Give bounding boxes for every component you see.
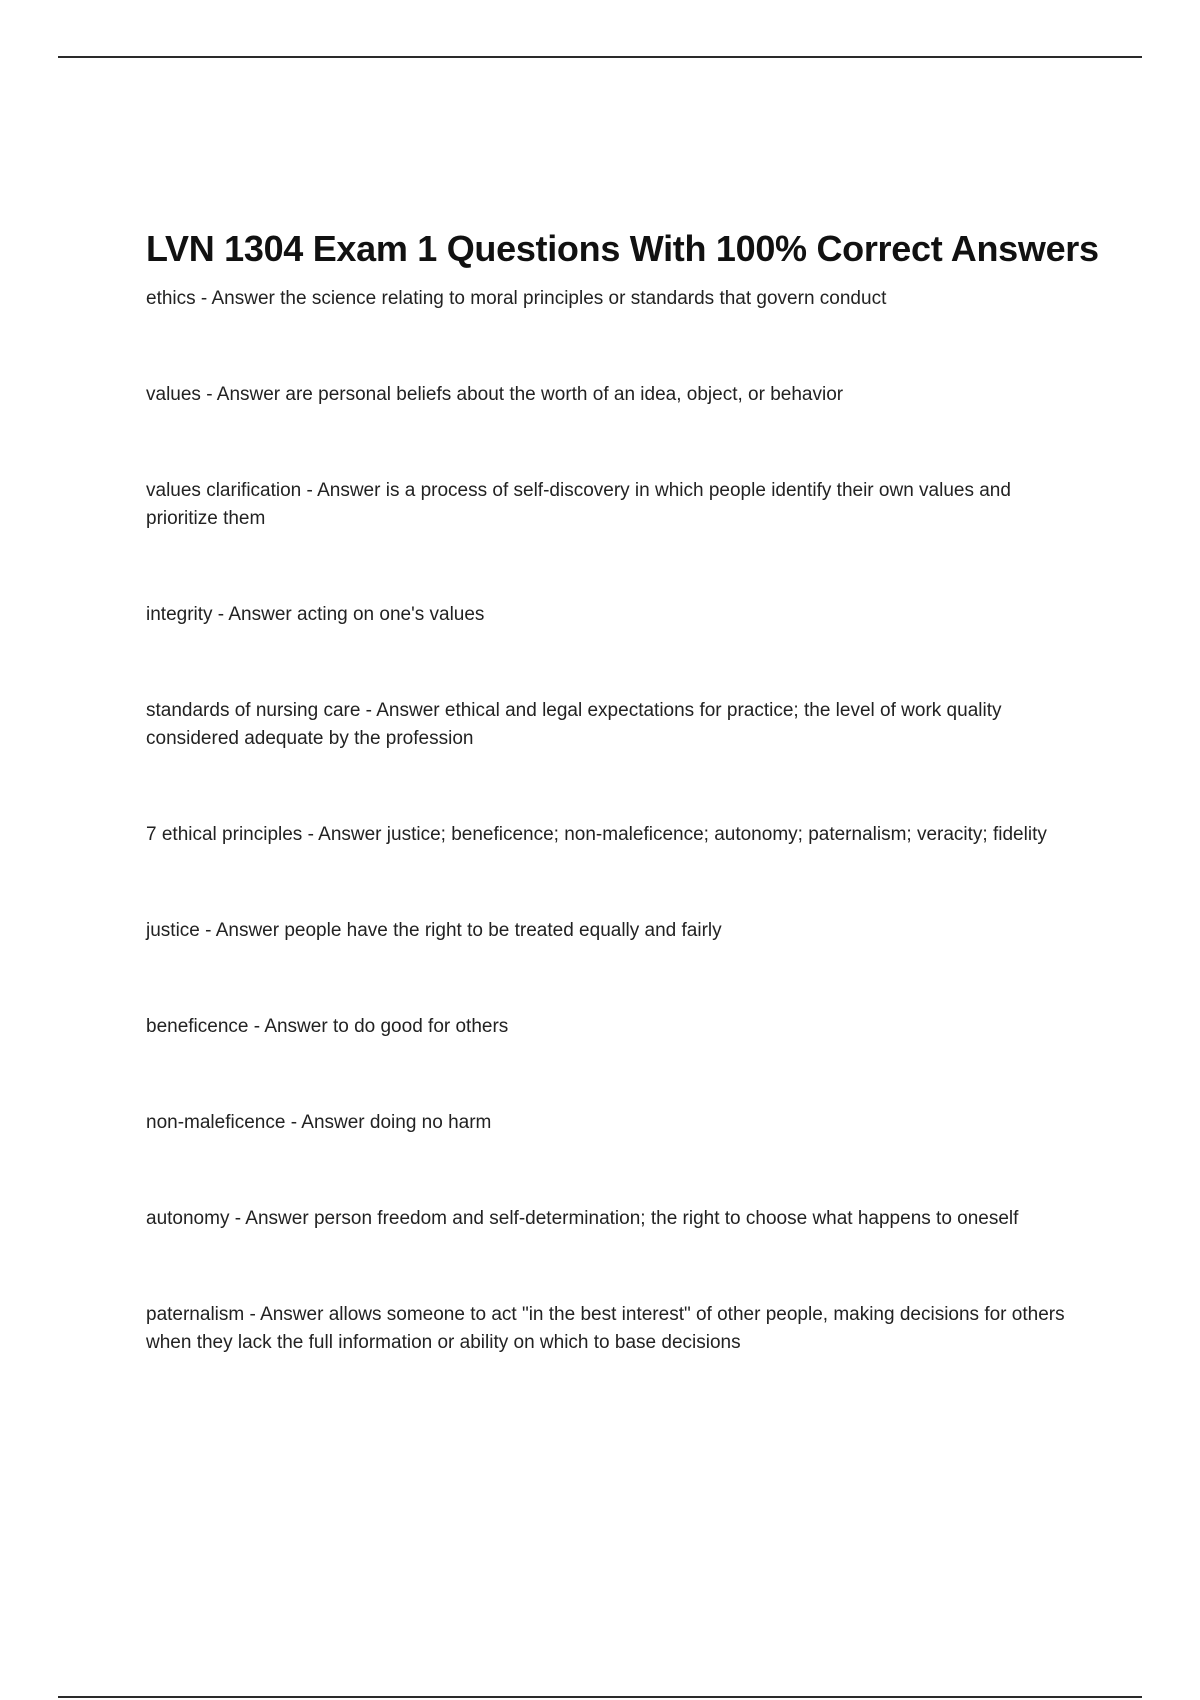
qa-item	[146, 1109, 1086, 1137]
qa-item	[146, 917, 1086, 945]
document-body	[146, 226, 1099, 1357]
qa-item	[146, 601, 1086, 629]
qa-item	[146, 697, 1086, 753]
qa-term: autonomy	[146, 1208, 230, 1229]
answer-marker: Answer	[216, 384, 281, 405]
answer-marker: Answer	[317, 480, 381, 501]
qa-answer: person freedom and self-determination; the right to choose what happens to oneself	[313, 1208, 1019, 1229]
qa-item	[146, 285, 1086, 313]
qa-answer: doing no harm	[369, 1112, 492, 1133]
qa-term: standards of nursing care	[146, 700, 361, 721]
answer-marker: Answer	[318, 824, 382, 845]
answer-marker: Answer	[228, 604, 292, 625]
qa-answer: people have the right to be treated equally and fairly	[284, 920, 722, 941]
answer-marker: Answer	[211, 288, 275, 309]
qa-term: paternalism	[146, 1304, 245, 1325]
qa-answer: acting on one's values	[297, 604, 485, 625]
qa-answer: is a process of self-discovery in which people identify their own values and prioritize them	[146, 480, 1011, 529]
qa-answer: the science relating to moral principles or standards that govern conduct	[280, 288, 887, 309]
qa-item	[146, 381, 1086, 409]
qa-term: justice	[146, 920, 200, 941]
qa-term: beneficence	[146, 1016, 249, 1037]
qa-item	[146, 1205, 1086, 1233]
answer-marker: Answer	[245, 1208, 309, 1229]
qa-term: values	[146, 384, 201, 405]
qa-list	[146, 285, 1086, 1357]
answer-marker: Answer	[264, 1016, 328, 1037]
document-title: LVN 1304 Exam 1 Questions With 100% Correct Answers	[146, 228, 1099, 269]
answer-marker: Answer	[215, 920, 280, 941]
qa-item	[146, 821, 1086, 849]
qa-term: values clarification	[146, 480, 302, 501]
answer-marker: Answer	[376, 700, 440, 721]
qa-term: non-maleficence	[146, 1112, 286, 1133]
qa-term: integrity	[146, 604, 213, 625]
bottom-divider	[58, 1696, 1142, 1698]
qa-answer: allows someone to act "in the best interest" of other people, making decisions for others when they lack the full information or ability on which to base decisions	[146, 1304, 1065, 1353]
qa-term: ethics	[146, 288, 196, 309]
qa-answer: justice; beneficence; non-maleficence; autonomy; paternalism; veracity; fidelity	[386, 824, 1047, 845]
answer-marker: Answer	[301, 1112, 365, 1133]
qa-term: 7 ethical principles	[146, 824, 303, 845]
top-divider	[58, 56, 1142, 58]
qa-answer: to do good for others	[332, 1016, 509, 1037]
qa-answer: are personal beliefs about the worth of an idea, object, or behavior	[285, 384, 844, 405]
qa-item	[146, 1013, 1086, 1041]
answer-marker: Answer	[260, 1304, 324, 1325]
qa-item	[146, 1301, 1086, 1357]
qa-answer: ethical and legal expectations for practice; the level of work quality considered adequate by the profession	[146, 700, 1002, 749]
qa-item	[146, 477, 1086, 533]
